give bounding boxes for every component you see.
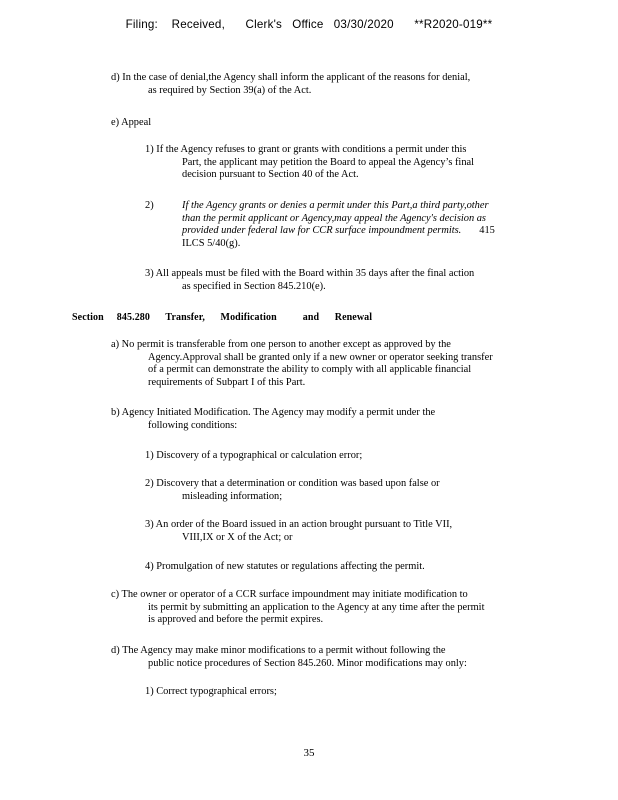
paragraph-b2 bbox=[145, 478, 440, 503]
paragraph-line: If the Agency grants or denies a permit under this Part,a third party,other bbox=[182, 200, 489, 211]
paragraph-line: following conditions: bbox=[148, 419, 238, 431]
paragraph-line: as required by Section 39(a) of the Act. bbox=[148, 84, 312, 96]
paragraph-line: requirements of Subpart I of this Part. bbox=[148, 376, 306, 388]
paragraph-line: 2) Discovery that a determination or condition was based upon false or bbox=[145, 478, 440, 489]
paragraph-line: d) In the case of denial,the Agency shall inform the applicant of the reasons for denial, bbox=[111, 72, 471, 83]
filing-header: Filing: Received, Clerk's Office 03/30/2020 **R2020-019** bbox=[125, 18, 493, 31]
paragraph-a-transfer bbox=[111, 339, 493, 389]
paragraph-line: its permit by submitting an application to the Agency at any time after the permit bbox=[148, 601, 485, 613]
paragraph-line: Agency.Approval shall be granted only if a new owner or operator seeking transfer bbox=[148, 351, 493, 363]
paragraph-b4 bbox=[145, 561, 425, 574]
paragraph-line: public notice procedures of Section 845.260. Minor modifications may only: bbox=[148, 657, 467, 669]
paragraph-line: as specified in Section 845.210(e). bbox=[182, 280, 326, 292]
paragraph-d1 bbox=[145, 686, 277, 699]
paragraph-line: 3) An order of the Board issued in an action brought pursuant to Title VII, bbox=[145, 519, 453, 530]
paragraph-b-agency-modification bbox=[111, 407, 435, 432]
italic-text: provided under federal law for CCR surface impoundment permits. bbox=[182, 225, 462, 237]
item-number: 2) bbox=[145, 200, 154, 211]
paragraph-line: d) The Agency may make minor modifications to a permit without following the bbox=[111, 645, 446, 656]
paragraph-e3 bbox=[145, 268, 474, 293]
page-number: 35 bbox=[303, 747, 315, 759]
paragraph-line: ILCS 5/40(g). bbox=[182, 237, 241, 249]
paragraph-e2 bbox=[145, 200, 154, 213]
paragraph-b1 bbox=[145, 450, 362, 463]
paragraph-line: 3) All appeals must be filed with the Board within 35 days after the final action bbox=[145, 268, 475, 279]
paragraph-e2-body bbox=[182, 200, 495, 250]
paragraph-line: than the permit applicant or Agency,may appeal the Agency's decision as bbox=[182, 212, 486, 224]
citation-text: 415 bbox=[479, 225, 495, 237]
paragraph-line: 1) Correct typographical errors; bbox=[145, 686, 277, 697]
paragraph-line: of a permit can demonstrate the ability to comply with all applicable financial bbox=[148, 364, 472, 376]
section-heading: Section 845.280 Transfer, Modification and Renewal bbox=[72, 312, 373, 323]
paragraph-b3 bbox=[145, 519, 452, 544]
paragraph-line: 1) Discovery of a typographical or calculation error; bbox=[145, 450, 363, 461]
paragraph-line: misleading information; bbox=[182, 490, 283, 502]
paragraph-line: a) No permit is transferable from one person to another except as approved by the bbox=[111, 339, 451, 350]
paragraph-c-owner-modification bbox=[111, 589, 484, 627]
paragraph-line: 1) If the Agency refuses to grant or grants with conditions a permit under this bbox=[145, 144, 467, 155]
paragraph-d-denial bbox=[111, 72, 470, 97]
paragraph-e1 bbox=[145, 144, 474, 182]
paragraph-d-minor-modifications bbox=[111, 645, 467, 670]
paragraph-line: c) The owner or operator of a CCR surface impoundment may initiate modification to bbox=[111, 589, 468, 600]
paragraph-line: VIII,IX or X of the Act; or bbox=[182, 531, 293, 543]
paragraph-line: 4) Promulgation of new statutes or regulations affecting the permit. bbox=[145, 561, 425, 572]
paragraph-line: e) Appeal bbox=[111, 117, 152, 128]
paragraph-line bbox=[182, 225, 495, 238]
paragraph-line: decision pursuant to Section 40 of the Act. bbox=[182, 169, 359, 181]
paragraph-line: is approved and before the permit expires. bbox=[148, 614, 324, 626]
paragraph-line: b) Agency Initiated Modification. The Agency may modify a permit under the bbox=[111, 407, 436, 418]
paragraph-line: Part, the applicant may petition the Board to appeal the Agency’s final bbox=[182, 156, 475, 168]
paragraph-e-appeal bbox=[111, 117, 151, 130]
